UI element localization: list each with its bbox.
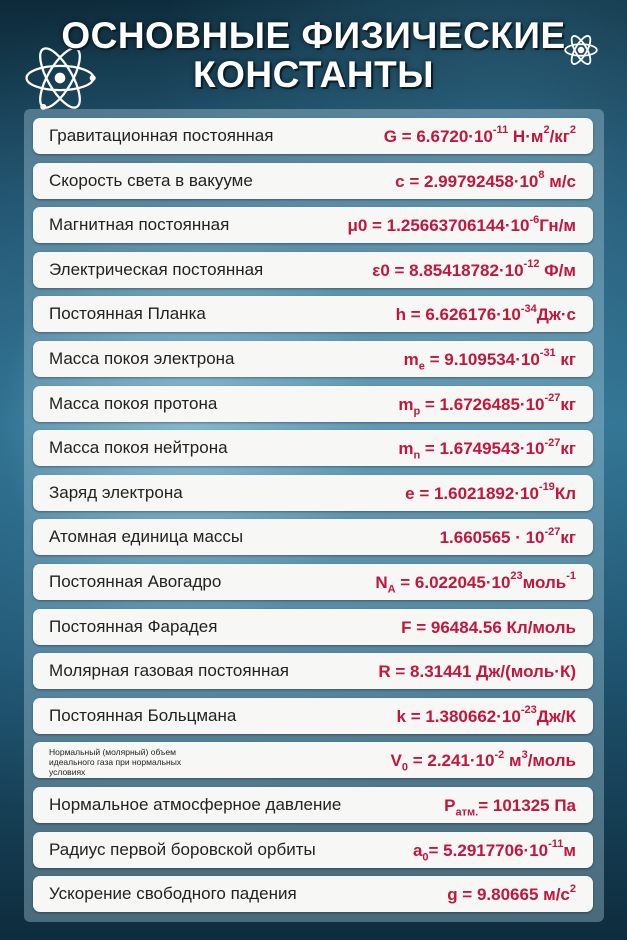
value-text: = 1.6749543·10 <box>420 439 545 459</box>
value-text: μ0 = 1.25663706144·10 <box>347 216 530 236</box>
constant-value <box>404 341 576 377</box>
exponent: -34 <box>520 302 537 315</box>
constant-name: Масса покоя нейтрона <box>49 438 228 458</box>
exponent: 2 <box>543 124 550 137</box>
constant-row <box>33 519 593 555</box>
value-text: Кл <box>554 483 576 503</box>
constant-value <box>372 252 576 288</box>
value-text: = 101325 Па <box>478 796 576 815</box>
constant-row <box>33 296 593 332</box>
constant-name: Постоянная Больцмана <box>49 705 237 725</box>
constant-value <box>395 163 576 199</box>
constant-row <box>33 653 593 689</box>
constant-row <box>33 475 593 511</box>
constant-value <box>413 832 576 868</box>
constant-value <box>401 609 576 645</box>
constant-name: Радиус первой боровской орбиты <box>49 839 316 859</box>
exponent: 2 <box>569 124 576 137</box>
value-text: G = 6.6720·10 <box>383 127 493 146</box>
value-text: ε0 = 8.85418782·10 <box>372 260 524 280</box>
value-text: м/с <box>544 171 576 191</box>
value-text: Дж·с <box>536 305 576 325</box>
exponent: -6 <box>529 213 540 226</box>
value-text: k = 1.380662·10 <box>396 706 521 726</box>
exponent: 8 <box>538 168 545 181</box>
value-text: g = 9.80665 м/с <box>447 885 570 905</box>
value-text: кг <box>555 350 576 369</box>
exponent: -31 <box>539 347 556 360</box>
subscript: p <box>413 404 421 417</box>
value-text: = 2.241·10 <box>407 751 495 771</box>
constant-value <box>447 876 576 912</box>
value-text: e = 1.6021892·10 <box>405 483 539 503</box>
value-text: N <box>375 573 388 592</box>
constant-value <box>396 296 576 332</box>
value-text: кг <box>560 439 576 459</box>
value-text: /кг <box>549 127 570 146</box>
constant-name: Электрическая постоянная <box>49 259 264 279</box>
header <box>0 0 627 100</box>
constant-row <box>33 341 593 377</box>
value-text: 1.660565 · 10 <box>439 528 545 548</box>
constant-row <box>33 564 593 600</box>
constant-value <box>397 698 576 734</box>
subscript: n <box>413 449 421 462</box>
constant-name: Гравитационная постоянная <box>49 126 274 145</box>
constant-row <box>33 430 593 466</box>
value-text: Н·м <box>508 127 544 146</box>
value-text: кг <box>560 528 576 548</box>
exponent: -23 <box>520 704 537 717</box>
constant-name: Масса покоя электрона <box>49 349 235 368</box>
exponent: -27 <box>544 391 561 404</box>
value-text: моль <box>522 573 567 592</box>
value-text: m <box>398 394 414 414</box>
constant-row <box>33 118 593 154</box>
value-text: F = 96484.56 Кл/моль <box>401 617 576 637</box>
value-text: P <box>444 796 456 815</box>
constant-name: Молярная газовая постоянная <box>49 661 290 681</box>
exponent: -11 <box>548 837 564 850</box>
value-text: = 5.2917706·10 <box>428 840 549 860</box>
subscript: A <box>387 583 396 596</box>
constant-row <box>33 386 593 422</box>
constant-row <box>33 742 593 778</box>
exponent: -12 <box>523 258 540 271</box>
value-text: /моль <box>527 751 576 771</box>
constant-value <box>347 207 576 243</box>
constant-name: Ускорение свободного падения <box>49 884 297 904</box>
value-text: = 1.6726485·10 <box>420 394 545 414</box>
value-text: m <box>398 439 414 459</box>
exponent: -2 <box>494 748 505 761</box>
value-text: h = 6.626176·10 <box>395 305 521 325</box>
exponent: -1 <box>566 570 576 583</box>
constant-row <box>33 787 593 823</box>
exponent: -19 <box>538 481 555 494</box>
exponent: 2 <box>569 882 576 895</box>
subscript: e <box>418 360 425 373</box>
value-text: V <box>390 751 402 771</box>
exponent: 23 <box>510 570 523 583</box>
constant-row <box>33 252 593 288</box>
constant-row <box>33 832 593 868</box>
constant-name: Нормальное атмосферное давление <box>49 795 342 814</box>
value-text: = 6.022045·10 <box>395 573 511 592</box>
value-text: c = 2.99792458·10 <box>395 171 539 191</box>
value-text: = 9.109534·10 <box>424 350 540 369</box>
page-title-line-2: КОНСТАНТЫ <box>193 54 434 95</box>
constant-value <box>378 653 576 689</box>
value-text: R = 8.31441 Дж/(моль·К) <box>378 662 576 682</box>
constant-name: Масса покоя протона <box>49 393 218 413</box>
value-text: Гн/м <box>539 216 576 236</box>
value-text: m <box>403 350 419 369</box>
constant-name: Скорость света в вакууме <box>49 170 253 190</box>
exponent: -27 <box>544 525 561 538</box>
value-text: кг <box>560 394 576 414</box>
constant-name: Нормальный (молярный) объем идеального газа при нормальных условиях <box>49 747 182 778</box>
constant-name: Заряд электрона <box>49 482 183 502</box>
constant-value <box>375 564 576 600</box>
subscript: 0 <box>401 761 408 774</box>
constant-name: Атомная единица массы <box>49 527 244 547</box>
constant-value <box>398 430 576 466</box>
constant-row <box>33 876 593 912</box>
atom-icon <box>563 32 599 68</box>
exponent: -27 <box>544 436 561 449</box>
constant-name: Постоянная Фарадея <box>49 616 218 636</box>
value-text: м <box>504 751 522 771</box>
subscript: атм. <box>455 806 479 819</box>
page-title-line-1: ОСНОВНЫЕ ФИЗИЧЕСКИЕ <box>61 15 566 56</box>
constant-value <box>391 742 576 778</box>
constant-value <box>444 787 576 823</box>
subscript: 0 <box>422 850 429 863</box>
constant-value <box>440 519 576 555</box>
constant-row <box>33 609 593 645</box>
constant-name: Постоянная Авогадро <box>49 572 222 591</box>
value-text: Ф/м <box>539 260 576 280</box>
value-text: м <box>563 840 576 860</box>
constant-value <box>384 118 576 154</box>
exponent: 3 <box>521 748 528 761</box>
constant-value <box>405 475 576 511</box>
constant-name: Постоянная Планка <box>49 304 206 324</box>
constant-row <box>33 207 593 243</box>
constant-row <box>33 698 593 734</box>
value-text: a <box>412 840 423 860</box>
constant-name: Магнитная постоянная <box>49 215 230 235</box>
value-text: Дж/К <box>536 706 576 726</box>
exponent: -11 <box>492 124 509 137</box>
constant-row <box>33 163 593 199</box>
constant-value <box>398 386 576 422</box>
